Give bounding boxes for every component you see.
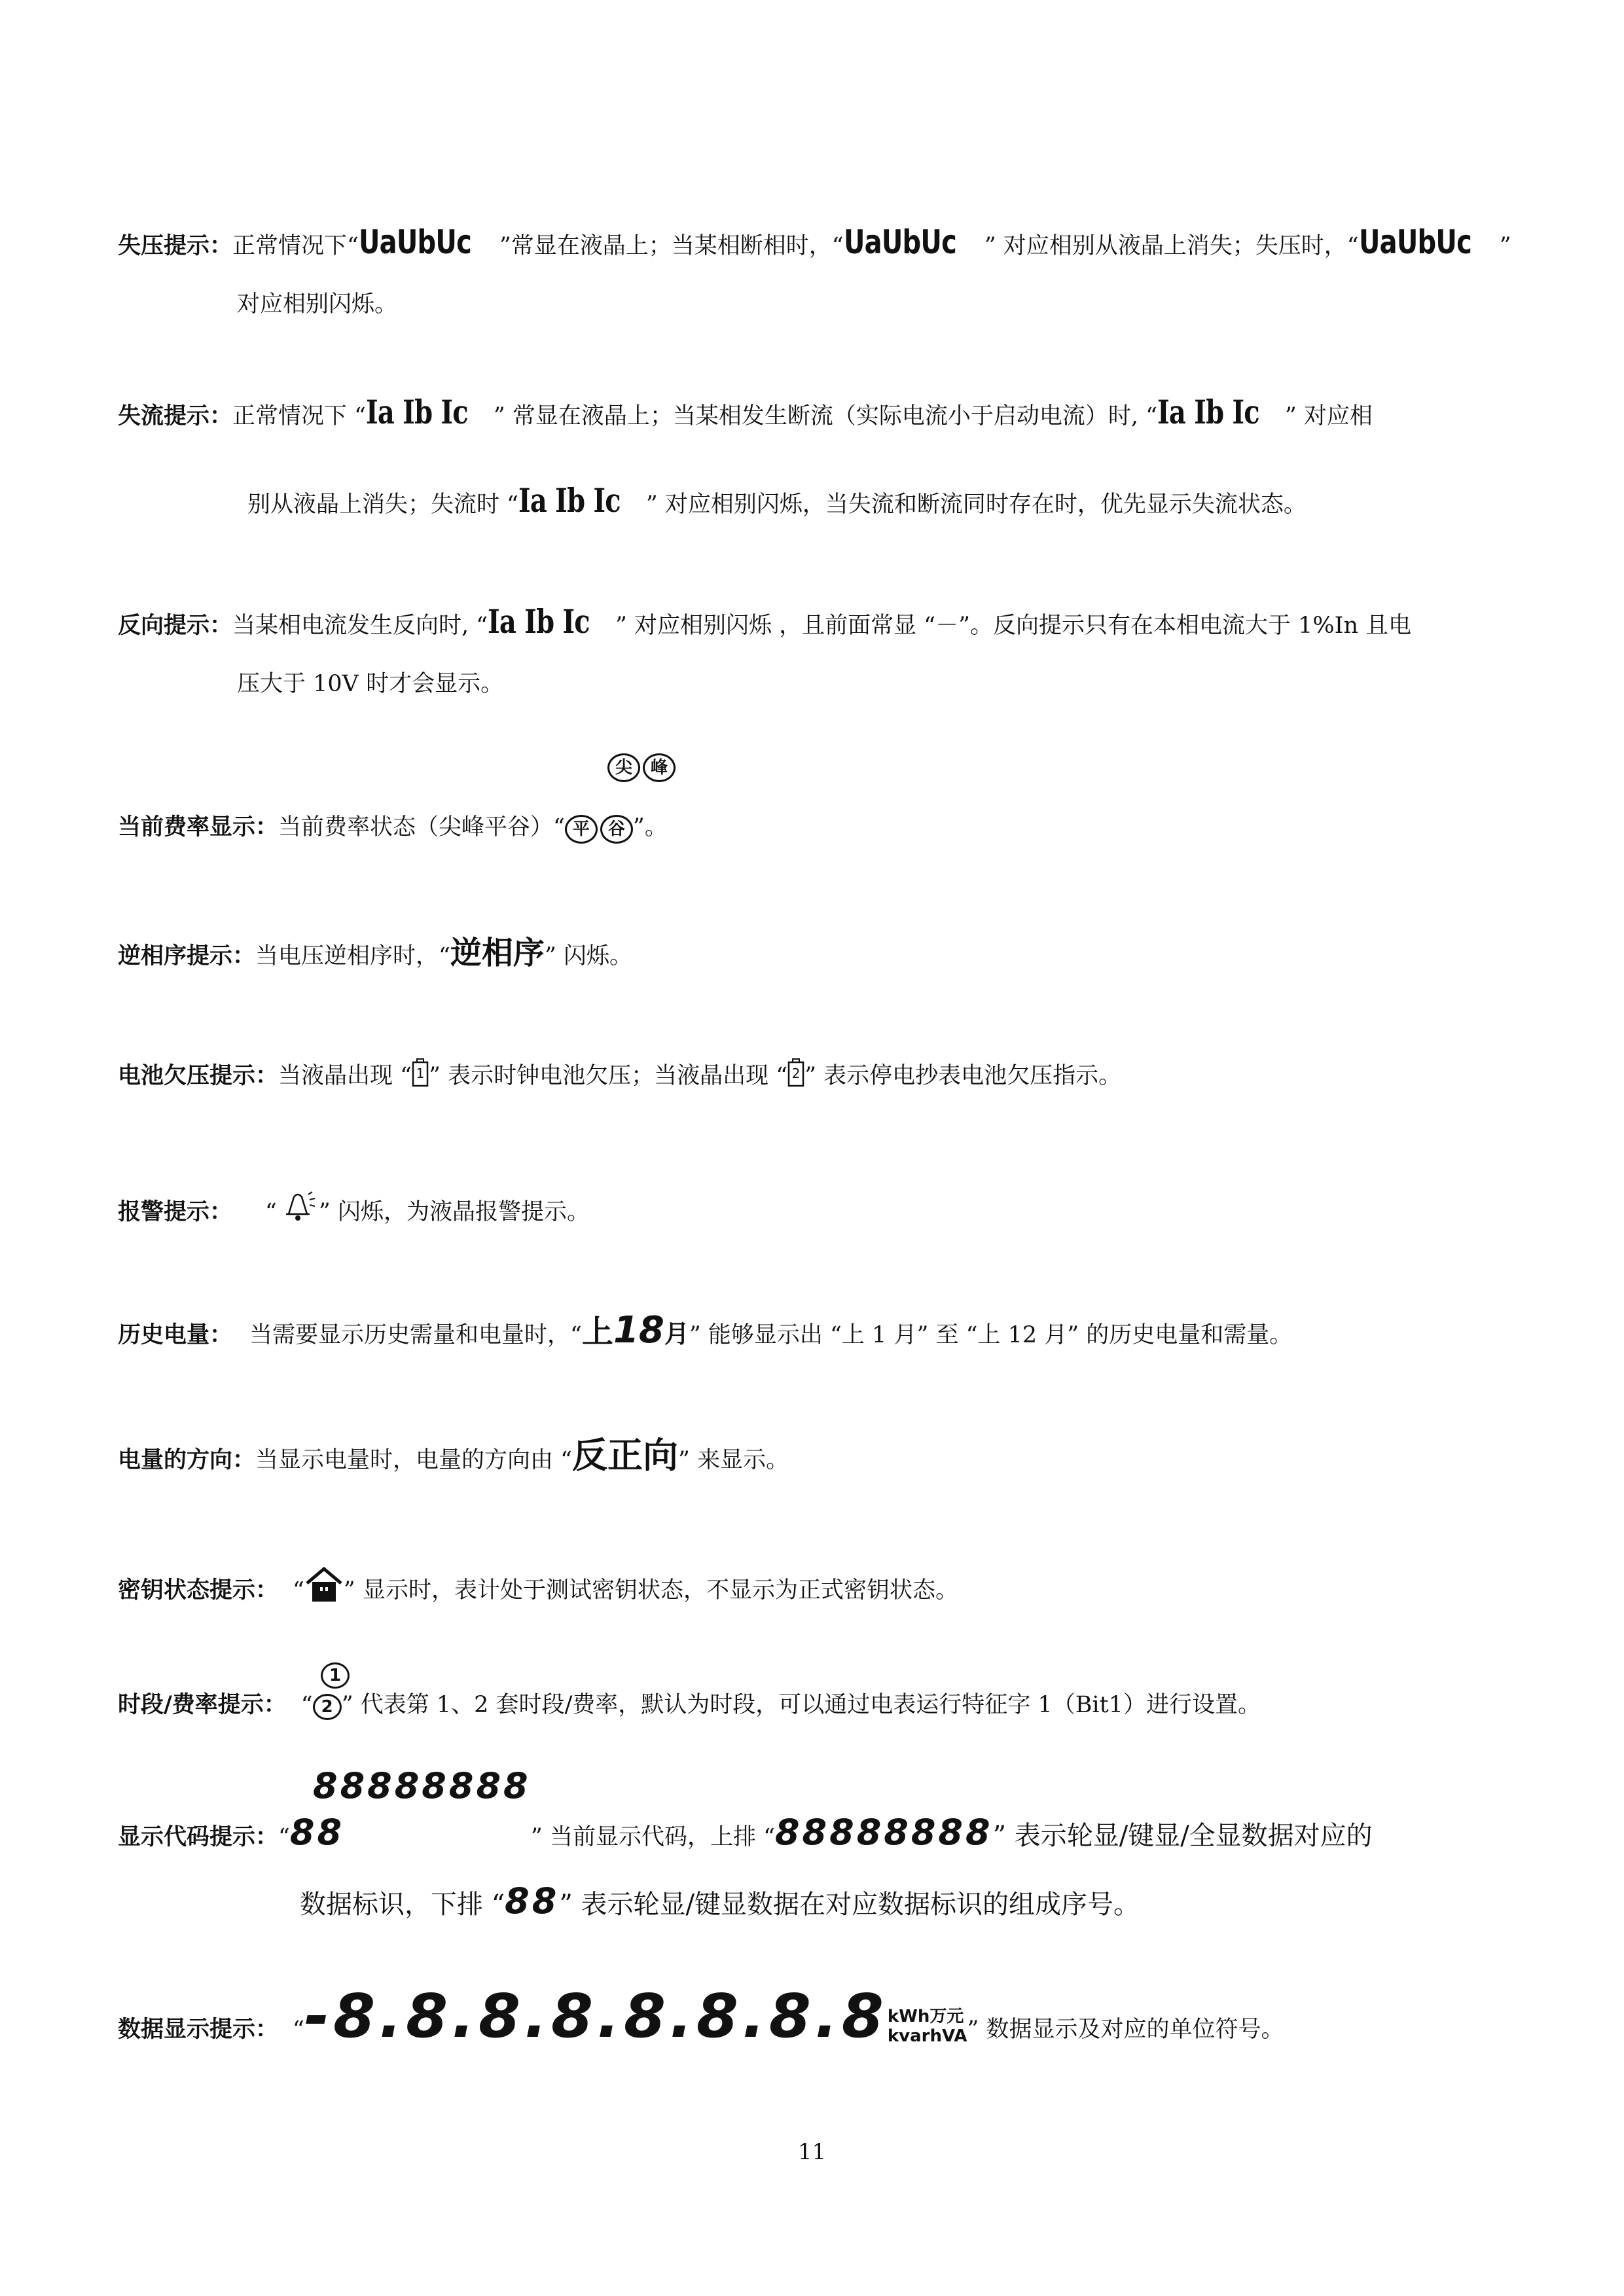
text: “ [293, 2017, 304, 2043]
text: ” 来显示。 [678, 1447, 789, 1473]
text: 正常情况下 “ [232, 403, 367, 429]
history-label: 历史电量： [118, 1321, 233, 1348]
loss-voltage-line1 [118, 223, 1511, 261]
text: ”常显在液晶上；当某相断相时，“ [499, 233, 844, 259]
loss-voltage-line2: 对应相别闪烁。 [237, 291, 398, 317]
code-bottom-digits: 88 [505, 1880, 560, 1922]
energy-direction-symbol: 反正向 [572, 1435, 679, 1476]
battery-1-icon [412, 1058, 429, 1087]
iaibic-symbol: Ia Ib Ic [366, 393, 468, 431]
history-line [118, 1309, 1293, 1352]
text: “ [278, 1824, 290, 1850]
house-key-icon [304, 1566, 344, 1607]
reverse-label: 反向提示： [118, 612, 233, 639]
feng-icon: 峰 [643, 753, 676, 782]
jian-icon: 尖 [607, 753, 640, 782]
gu-icon: 谷 [600, 815, 633, 844]
text: 当某相电流发生反向时, “ [232, 613, 488, 639]
text: ” 显示时，表计处于测试密钥状态，不显示为正式密钥状态。 [343, 1577, 958, 1604]
data-digits-display: -8.8.8.8.8.8.8.8 [304, 1981, 888, 2051]
loss-current-line2 [247, 481, 1307, 520]
reverse-line2: 压大于 10V 时才会显示。 [237, 671, 504, 697]
battery-1-number: 1 [416, 1066, 425, 1081]
text: ” 代表第 1、2 套时段/费率，默认为时段，可以通过电表运行特征字 1（Bit1）进行设置。 [341, 1692, 1261, 1718]
unit-kwh: kWh万元 [887, 2007, 964, 2027]
battery-2-icon [787, 1058, 804, 1087]
code-top-digits: 88888888 [774, 1812, 993, 1853]
rate-line [118, 815, 668, 844]
loss-current-label: 失流提示： [118, 403, 233, 429]
text: ” 闪烁，为液晶报警提示。 [318, 1199, 590, 1225]
unit-symbols [888, 2007, 967, 2047]
text: “ [265, 1199, 277, 1225]
text: ” 数据显示及对应的单位符号。 [967, 2017, 1284, 2043]
battery-line [118, 1058, 1121, 1088]
ping-icon: 平 [565, 815, 598, 844]
text: ” 当前显示代码，上排 “ [530, 1824, 775, 1850]
energy-direction-line [118, 1435, 789, 1476]
text: 当显示电量时，电量的方向由 “ [255, 1447, 573, 1473]
battery-2-number: 2 [791, 1066, 801, 1081]
reverse-phase-line [118, 937, 632, 969]
history-yue: 月 [664, 1319, 689, 1348]
text: ” 对应相别从液晶上消失；失压时，“ [984, 233, 1359, 259]
text: 当前费率状态（尖峰平谷）“ [278, 814, 565, 840]
text: 数据标识，下排 “ [300, 1890, 505, 1920]
period-line [118, 1693, 1261, 1720]
code-top-row-icon: 88888888 [313, 1765, 531, 1806]
loss-current-line1 [118, 393, 1373, 431]
text: ” 常显在液晶上；当某相发生断流（实际电流小于启动电流）时, “ [493, 403, 1158, 429]
text: ” 能够显示出 “上 1 月” 至 “上 12 月” 的历史电量和需量。 [689, 1322, 1293, 1348]
text: “ [293, 1577, 304, 1604]
iaibic-symbol: Ia Ib Ic [518, 481, 621, 520]
history-shang: 上 [581, 1314, 613, 1350]
history-month-digits: 18 [613, 1309, 664, 1352]
data-label: 数据显示提示： [118, 2016, 279, 2043]
iaibic-symbol: Ia Ib Ic [1157, 393, 1259, 431]
uaubuc-symbol: UaUbUc [1358, 223, 1471, 261]
code-bottom-row-icon: 88 [289, 1812, 345, 1853]
alarm-line [118, 1188, 590, 1228]
text: 别从液晶上消失；失流时 “ [247, 492, 519, 518]
text: “ [300, 1692, 313, 1718]
text: ” 表示轮显/键显数据在对应数据标识的组成序号。 [559, 1890, 1140, 1920]
text: ” [1499, 233, 1511, 259]
reverse-phase-symbol: 逆相序 [450, 935, 545, 971]
text: 当液晶出现 “ [278, 1063, 412, 1089]
circled-2-icon: 2 [313, 1694, 342, 1720]
code-label: 显示代码提示： [118, 1823, 279, 1850]
unit-kvarh: kvarhVA [887, 2026, 967, 2047]
key-label: 密钥状态提示： [118, 1577, 279, 1604]
period-label: 时段/费率提示： [118, 1691, 287, 1718]
text: ” 闪烁。 [544, 943, 632, 969]
text: ”。 [632, 814, 668, 840]
text: ” 表示停电抄表电池欠压指示。 [804, 1063, 1122, 1089]
rate-icon-top [607, 753, 676, 782]
page-number: 11 [797, 2139, 827, 2165]
text: ” 表示时钟电池欠压；当液晶出现 “ [429, 1063, 788, 1089]
text: ” 表示轮显/键显/全显数据对应的 [992, 1821, 1373, 1851]
bell-icon [277, 1188, 319, 1228]
text: 正常情况下“ [232, 233, 359, 259]
circled-1-icon: 1 [321, 1662, 350, 1689]
loss-voltage-label: 失压提示： [118, 232, 233, 259]
reverse-line1 [118, 602, 1412, 641]
text: 当电压逆相序时，“ [255, 943, 450, 969]
reverse-phase-label: 逆相序提示： [118, 942, 256, 969]
battery-label: 电池欠压提示： [118, 1062, 279, 1089]
text: ” 对应相 [1284, 403, 1373, 429]
rate-label: 当前费率显示： [118, 814, 279, 840]
data-line [118, 1981, 1284, 2051]
code-line2 [300, 1880, 1140, 1922]
iaibic-symbol: Ia Ib Ic [488, 602, 590, 641]
uaubuc-symbol: UaUbUc [358, 223, 471, 261]
code-line1 [118, 1812, 1373, 1853]
text: 当需要显示历史需量和电量时，“ [249, 1322, 582, 1348]
text: ” 对应相别闪烁，当失流和断流同时存在时，优先显示失流状态。 [645, 492, 1307, 518]
alarm-label: 报警提示： [118, 1198, 233, 1225]
text: ” 对应相别闪烁 ，且前面常显 “－”。反向提示只有在本相电流大于 1%In 且电 [615, 613, 1412, 639]
key-line [118, 1566, 958, 1607]
period-icon-top [321, 1660, 350, 1689]
uaubuc-symbol: UaUbUc [843, 223, 956, 261]
energy-direction-label: 电量的方向： [118, 1446, 256, 1473]
